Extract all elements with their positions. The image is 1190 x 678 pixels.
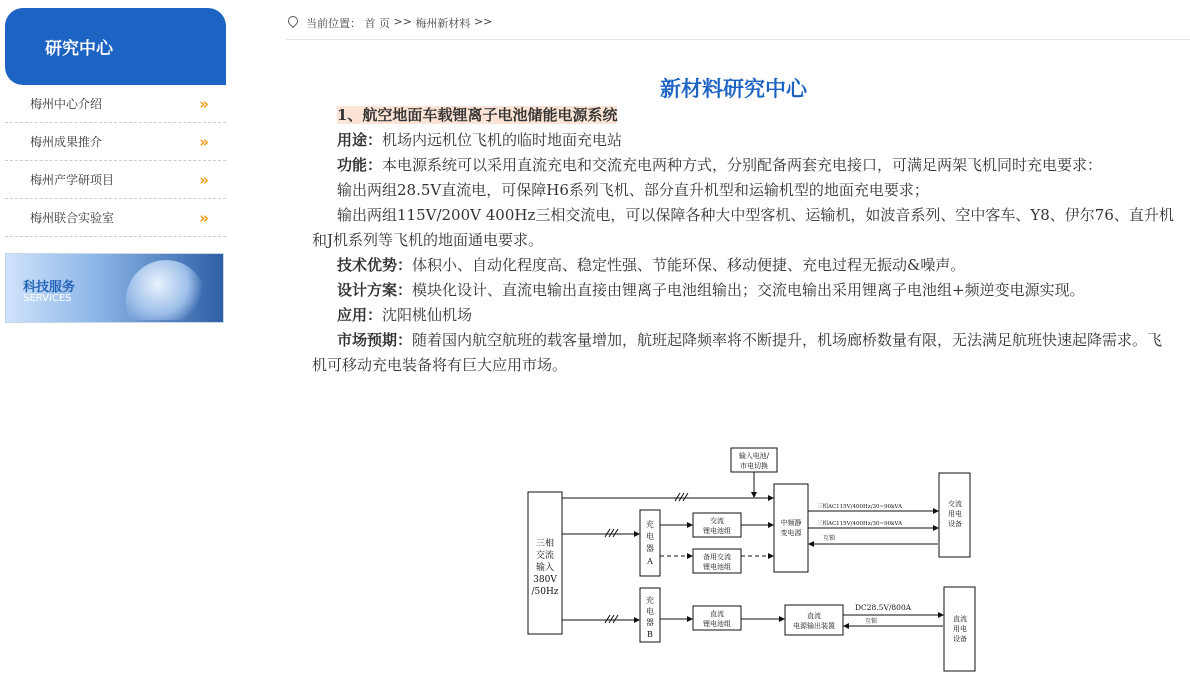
ac-battery-label-1: 交流 [710, 517, 724, 525]
paragraph-market [312, 328, 1177, 378]
paragraph-advantages [312, 253, 1177, 278]
ac-battery-label-2: 锂电池组 [703, 527, 731, 535]
sidebar-item-label: 梅州中心介绍 [30, 97, 103, 111]
article-heading: 1、航空地面车载锂离子电池储能电源系统 [337, 106, 618, 124]
ac-line-label-2: 三相AC115V/400Hz/30~90kVA [817, 521, 903, 527]
system-block-diagram [525, 446, 980, 674]
ac-line-label-1: 三相AC115V/400Hz/30~90kVA [817, 504, 903, 510]
location-pin-icon [286, 14, 300, 28]
sidebar [5, 8, 226, 323]
paragraph-label: 技术优势： [337, 256, 413, 274]
page-title: 新材料研究中心 [660, 77, 807, 101]
dc-output-box [785, 605, 843, 635]
sidebar-menu [5, 85, 226, 237]
hand-touch-image [126, 260, 206, 320]
paragraph-text: 模块化设计、直流电输出直接由锂离子电池组输出；交流电输出采用锂离子电池组+频逆变电源实现。 [412, 281, 1085, 299]
dc-equipment-label-2: 用电 [953, 625, 967, 633]
interlock-label-1: 互锁 [823, 535, 836, 542]
paragraph-text: 本电源系统可以采用直流充电和交流充电两种方式，分别配备两套充电接口，可满足两架飞机同时充电要求： [382, 156, 1103, 174]
paragraph-usage [312, 128, 1177, 153]
input-label-2: 交流 [535, 551, 555, 561]
input-label-1: 三相 [535, 539, 555, 549]
ac-equipment-label-3: 设备 [948, 520, 962, 528]
ac-equipment-label-1: 交流 [948, 500, 962, 508]
switch-label-2: 市电切换 [740, 462, 768, 470]
charger-b-label-1: 充 [646, 596, 654, 605]
paragraph-text: 体积小、自动化程度高、稳定性强、节能环保、移动便捷、充电过程无振动&噪声。 [412, 256, 966, 274]
charger-a-label-3: 器 [646, 544, 654, 553]
breadcrumb [286, 15, 1190, 40]
paragraph-text: 输出两组115V/200V 400Hz三相交流电，可以保障各种大中型客机、运输机，如波音系列、空中客车、Y8、伊尔76、直升机和J机系列等飞机的地面通电要求。 [312, 206, 1174, 249]
breadcrumb-current-link[interactable]: 梅州新材料 [415, 17, 471, 30]
article-body [312, 103, 1177, 378]
double-chevron-right-icon: » [199, 132, 206, 151]
paragraph-design [312, 278, 1177, 303]
inverter-label-2: 变电源 [780, 529, 802, 537]
charger-a-label-4: A [647, 557, 653, 566]
charger-b-label-2: 电 [646, 607, 654, 616]
banner-title: 科技服务 [23, 280, 76, 295]
sidebar-item-label: 梅州产学研项目 [30, 173, 115, 187]
paragraph-text: 随着国内航空航班的载客量增加，航班起降频率将不断提升，机场廊桥数量有限，无法满足航班快速起降需求。飞机可移动充电装备将有巨大应用市场。 [312, 331, 1163, 374]
charger-a-label-2: 电 [646, 532, 654, 541]
paragraph-function [312, 153, 1177, 178]
double-chevron-right-icon: » [199, 170, 206, 189]
dc-equipment-label-1: 直流 [953, 615, 967, 623]
charger-b-label-4: B [647, 630, 653, 639]
input-label-5: /50Hz [531, 587, 559, 597]
sidebar-item-label: 梅州联合实验室 [30, 211, 115, 225]
sidebar-item-center-intro[interactable] [5, 85, 226, 123]
dc-output-label-1: 直流 [807, 612, 821, 620]
double-chevron-right-icon: » [199, 94, 206, 113]
switch-label-1: 输入电池/ [738, 452, 770, 460]
dc-line-label: DC28.5V/800A [855, 603, 912, 612]
sidebar-item-label: 梅州成果推介 [30, 135, 103, 149]
sidebar-title: 研究中心 [5, 8, 226, 85]
dc-output-label-2: 电源输出装置 [793, 622, 835, 630]
banner-subtitle: SERVICES [23, 293, 72, 304]
input-label-3: 输入 [535, 563, 555, 573]
charger-a-label-1: 充 [646, 520, 654, 529]
breadcrumb-separator: >> [473, 15, 493, 28]
inverter-label-1: 中频静 [780, 519, 802, 527]
dc-battery-label-1: 直流 [710, 610, 724, 618]
backup-battery-label-2: 锂电池组 [703, 563, 731, 571]
inverter-box [774, 484, 808, 572]
sidebar-item-achievements[interactable] [5, 123, 226, 161]
charger-b-label-3: 器 [646, 618, 654, 627]
paragraph-dc-output [312, 178, 1177, 203]
paragraph-label: 功能： [337, 156, 383, 174]
interlock-label-2: 互锁 [865, 618, 878, 625]
paragraph-application [312, 303, 1177, 328]
input-label-4: 380V [533, 575, 557, 585]
paragraph-label: 用途： [337, 131, 383, 149]
dc-equipment-label-3: 设备 [953, 635, 967, 643]
paragraph-label: 设计方案： [337, 281, 413, 299]
paragraph-label: 市场预期： [337, 331, 413, 349]
breadcrumb-prefix: 当前位置： [306, 17, 361, 30]
breadcrumb-separator: >> [393, 15, 412, 28]
double-chevron-right-icon: » [199, 208, 206, 227]
backup-battery-label-1: 备用交流 [703, 553, 731, 561]
sidebar-item-projects[interactable] [5, 161, 226, 199]
paragraph-label: 应用： [337, 306, 383, 324]
paragraph-text: 沈阳桃仙机场 [382, 306, 473, 324]
dc-battery-label-2: 锂电池组 [703, 620, 731, 628]
services-banner[interactable] [5, 253, 224, 323]
sidebar-item-joint-lab[interactable] [5, 199, 226, 237]
breadcrumb-home-link[interactable]: 首 页 [364, 17, 390, 30]
paragraph-text: 机场内远机位飞机的临时地面充电站 [382, 131, 623, 149]
paragraph-text: 输出两组28.5V直流电，可保障H6系列飞机、部分直升机型和运输机型的地面充电要求； [337, 181, 929, 199]
ac-equipment-label-2: 用电 [948, 510, 962, 518]
paragraph-ac-output [312, 203, 1177, 253]
